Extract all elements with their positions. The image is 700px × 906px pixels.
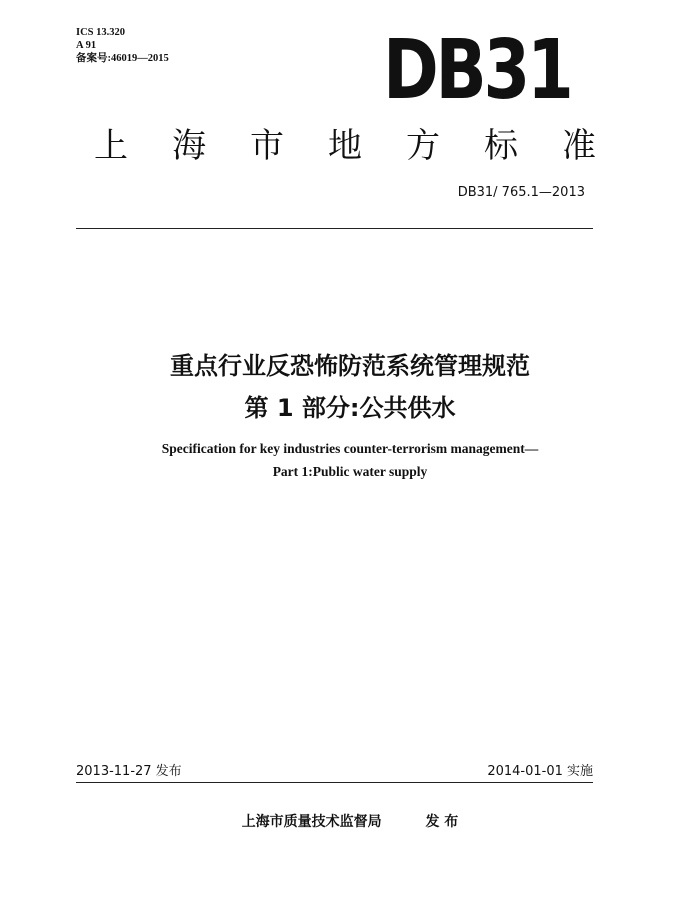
issue-date: 2013-11-27 发布 xyxy=(76,764,182,779)
chinese-title-line-1: 重点行业反恐怖防范系统管理规范 xyxy=(170,352,530,380)
standard-code-mark: DB31 xyxy=(383,23,571,118)
ccs-code: A 91 xyxy=(76,40,97,51)
issuing-authority xyxy=(0,811,700,831)
implementation-date: 2014-01-01 实施 xyxy=(487,764,593,779)
english-title-line-2: Part 1:Public water supply xyxy=(272,464,428,479)
standard-number: DB31/ 765.1—2013 xyxy=(457,185,585,200)
ics-code: ICS 13.320 xyxy=(76,27,126,38)
standard-type-title: 上海市地方标准 xyxy=(94,126,640,166)
issuer-name: 上海市质量技术监督局 xyxy=(241,814,382,830)
top-divider xyxy=(76,228,593,229)
record-number: 备案号:46019—2015 xyxy=(76,53,169,64)
bottom-divider xyxy=(76,782,593,783)
chinese-title-line-2: 第 1 部分:公共供水 xyxy=(244,394,456,422)
classification-block xyxy=(76,26,169,65)
issuer-action: 发 布 xyxy=(425,814,459,830)
english-title-line-1: Specification for key industries counter-terrorism management— xyxy=(161,441,539,456)
